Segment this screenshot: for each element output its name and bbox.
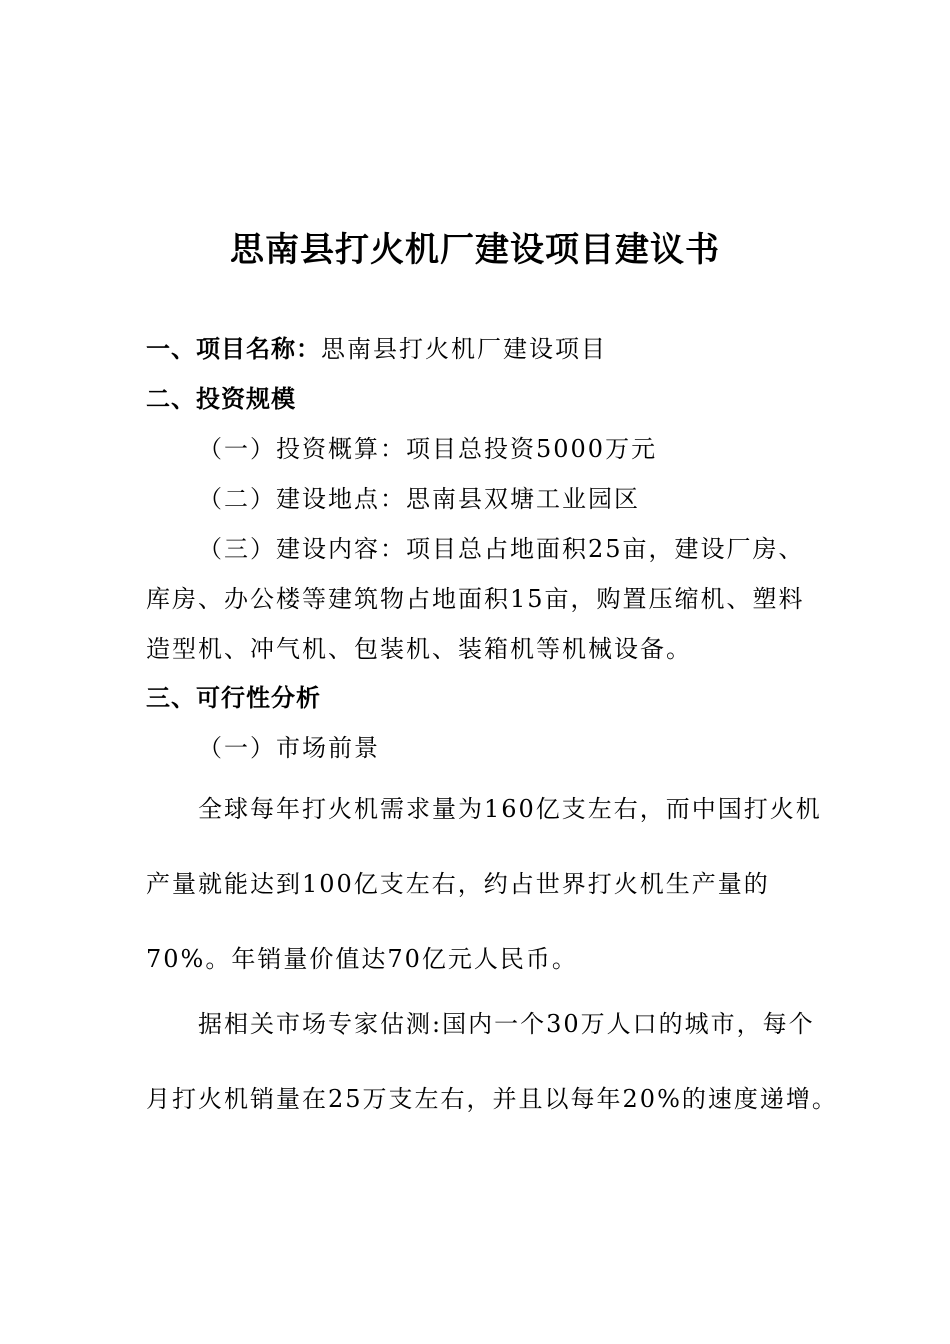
market-paragraph-1-line-2: 产量就能达到100亿支左右，约占世界打火机生产量的 <box>146 870 770 898</box>
construction-content-line-1: （三）建设内容：项目总占地面积25亩，建设厂房、 <box>198 535 805 563</box>
market-paragraph-2-line-2: 月打火机销量在25万支左右，并且以每年20%的速度递增。 <box>146 1085 838 1113</box>
section-project-name <box>146 329 826 369</box>
investment-budget: （一）投资概算：项目总投资5000万元 <box>198 435 658 463</box>
construction-content-line-2: 库房、办公楼等建筑物占地面积15亩，购置压缩机、塑料 <box>146 585 805 613</box>
section-investment-heading: 二、投资规模 <box>146 385 296 413</box>
section-project-name-label: 一、项目名称： <box>146 335 321 363</box>
section-project-name-value: 思南县打火机厂建设项目 <box>321 335 607 363</box>
document-title: 思南县打火机厂建设项目建议书 <box>230 230 720 270</box>
market-paragraph-2-line-1: 据相关市场专家估测:国内一个30万人口的城市，每个 <box>198 1010 815 1038</box>
construction-location: （二）建设地点：思南县双塘工业园区 <box>198 485 640 513</box>
construction-content-line-3: 造型机、冲气机、包装机、装箱机等机械设备。 <box>146 635 692 663</box>
market-paragraph-1-line-3: 70%。年销量价值达70亿元人民币。 <box>146 945 578 973</box>
market-outlook-subheading: （一）市场前景 <box>198 734 380 762</box>
section-feasibility-heading: 三、可行性分析 <box>146 684 321 712</box>
market-paragraph-1-line-1: 全球每年打火机需求量为160亿支左右，而中国打火机 <box>198 795 822 823</box>
